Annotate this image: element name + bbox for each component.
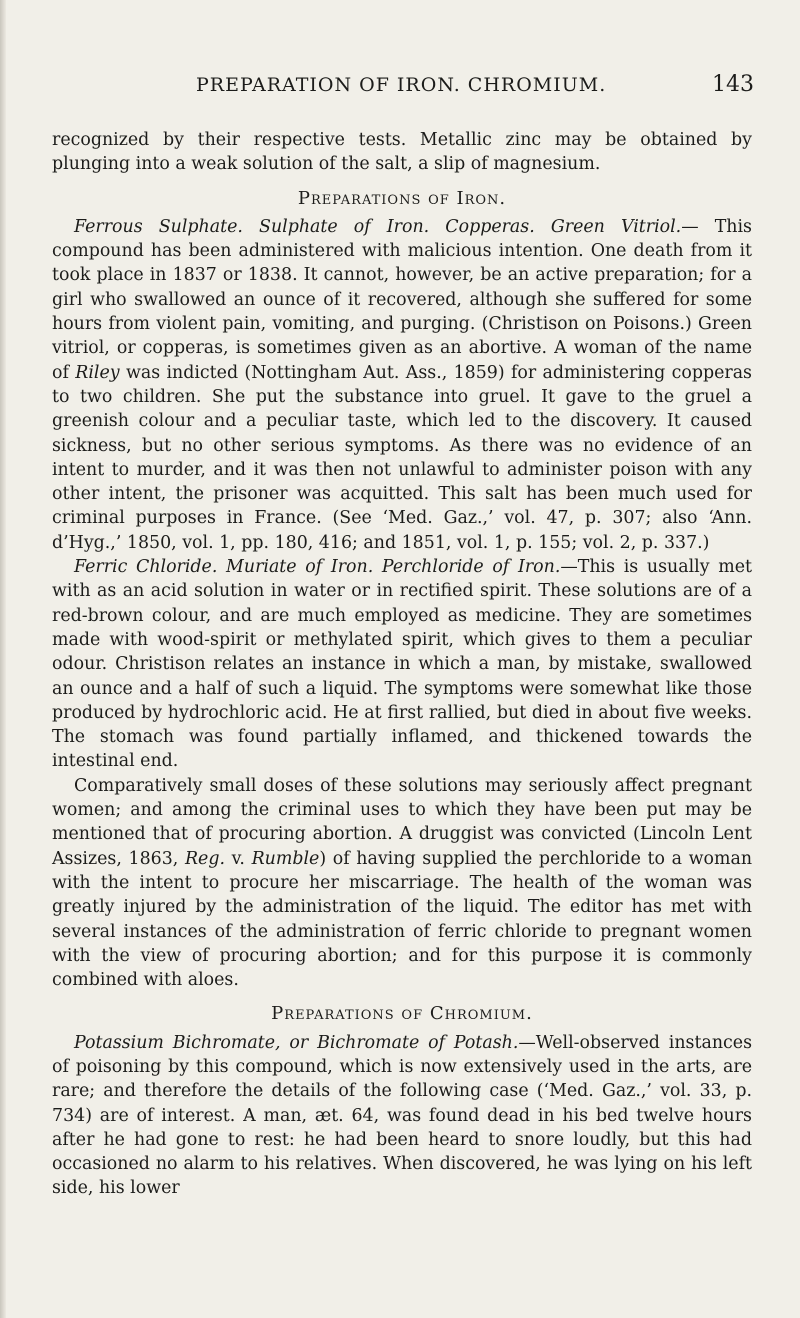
paragraph-potassium-bichromate (52, 1031, 752, 1201)
running-head: PREPARATION OF IRON. CHROMIUM. (196, 74, 607, 96)
pregnant-text-1: Comparatively small doses of these solutions may seriously affect pregnant women; and among the criminal uses to which they have been put may be mentioned that of procuring abortion. A druggist was convicted (Lincoln Lent Assizes, 1863, (52, 775, 752, 869)
potassium-text: —Well-observed instances of poisoning by this compound, which is now extensively used in the arts, are rare; and therefore the details of the following case (‘Med. Gaz.,’ vol. 33, p. 734) are of interest. A man, æt. 64, was found dead in his bed twelve hours after he had gone to rest: he had been heard to snore loudly, but this had occasioned no alarm to his relatives. When discovered, he was lying on his left side, his lower (52, 1032, 752, 1199)
page-header (52, 74, 754, 104)
page-body (52, 128, 752, 1201)
paragraph-ferrous-sulphate (52, 215, 752, 555)
ferrous-text-2: was indicted (Nottingham Aut. Ass., 1859) for administering copperas to two children. She put the substance into gruel. It gave to the gruel a greenish colour and a peculiar taste, which led to the discovery. It caused sickness, but no other serious symptoms. As there was no evidence of an intent to murder, and it was then not unlawful to administer poison with any other intent, the prisoner was acquitted. This salt has been much used for criminal purposes in France. (See ‘Med. Gaz.,’ vol. 47, p. 307; also ‘Ann. d’Hyg.,’ 1850, vol. 1, pp. 180, 416; and 1851, vol. 1, p. 155; vol. 2, p. 337.) (52, 362, 752, 553)
ferrous-text-1: — This compound has been administered with malicious intention. One death from it took place in 1837 or 1838. It cannot, however, be an active preparation; for a girl who swallowed an ounce of it recovered, although she suffered for some hours from violent pain, vomiting, and purging. (Christison on Poisons.) Green vitriol, or copperas, is sometimes given as an abortive. A woman of the name of (52, 216, 752, 383)
page-number: 143 (712, 72, 754, 97)
pregnant-text-2: ) of having supplied the perchloride to a woman with the intent to procure her miscarriage. The health of the woman was greatly injured by the administration of the liquid. The editor has met with several instances of the administration of ferric chloride to pregnant women with the view of procuring abortion; and for this purpose it is commonly combined with aloes. (52, 848, 753, 991)
person-name: Riley (75, 362, 120, 383)
section-heading-iron: Preparations of Iron. (297, 187, 507, 209)
case-v: v. (231, 848, 245, 869)
ferric-text: —This is usually met with as an acid solution in water or in rectified spirit. These solutions are of a red-brown colour, and are much employed as medicine. They are sometimes made with wood-spirit or methylated spirit, which gives to them a peculiar odour. Christison relates an instance in which a man, by mistake, swallowed an ounce and a half of such a liquid. The symptoms were somewhat like those produced by hydrochloric acid. He at first rallied, but died in about five weeks. The stomach was found partially inflamed, and thickened towards the intestinal end. (52, 557, 752, 772)
potassium-bichromate-title: Potassium Bichromate, or Bichromate of Potash. (74, 1032, 519, 1053)
case-rumble: Rumble (251, 848, 320, 869)
intro-paragraph: recognized by their respective tests. Metallic zinc may be obtained by plunging into a weak solution of the salt, a slip of magnesium. (52, 130, 752, 175)
ferric-chloride-title: Ferric Chloride. Muriate of Iron. Perchloride of Iron. (74, 557, 561, 578)
case-reg: Reg. (184, 848, 225, 869)
paragraph-ferric-chloride (52, 555, 752, 774)
section-heading-chromium: Preparations of Chromium. (271, 1003, 533, 1025)
page-edge-shadow (0, 0, 6, 1318)
paragraph-pregnant-women (52, 774, 752, 993)
ferrous-sulphate-title: Ferrous Sulphate. Sulphate of Iron. Copperas. Green Vitriol. (74, 216, 682, 237)
